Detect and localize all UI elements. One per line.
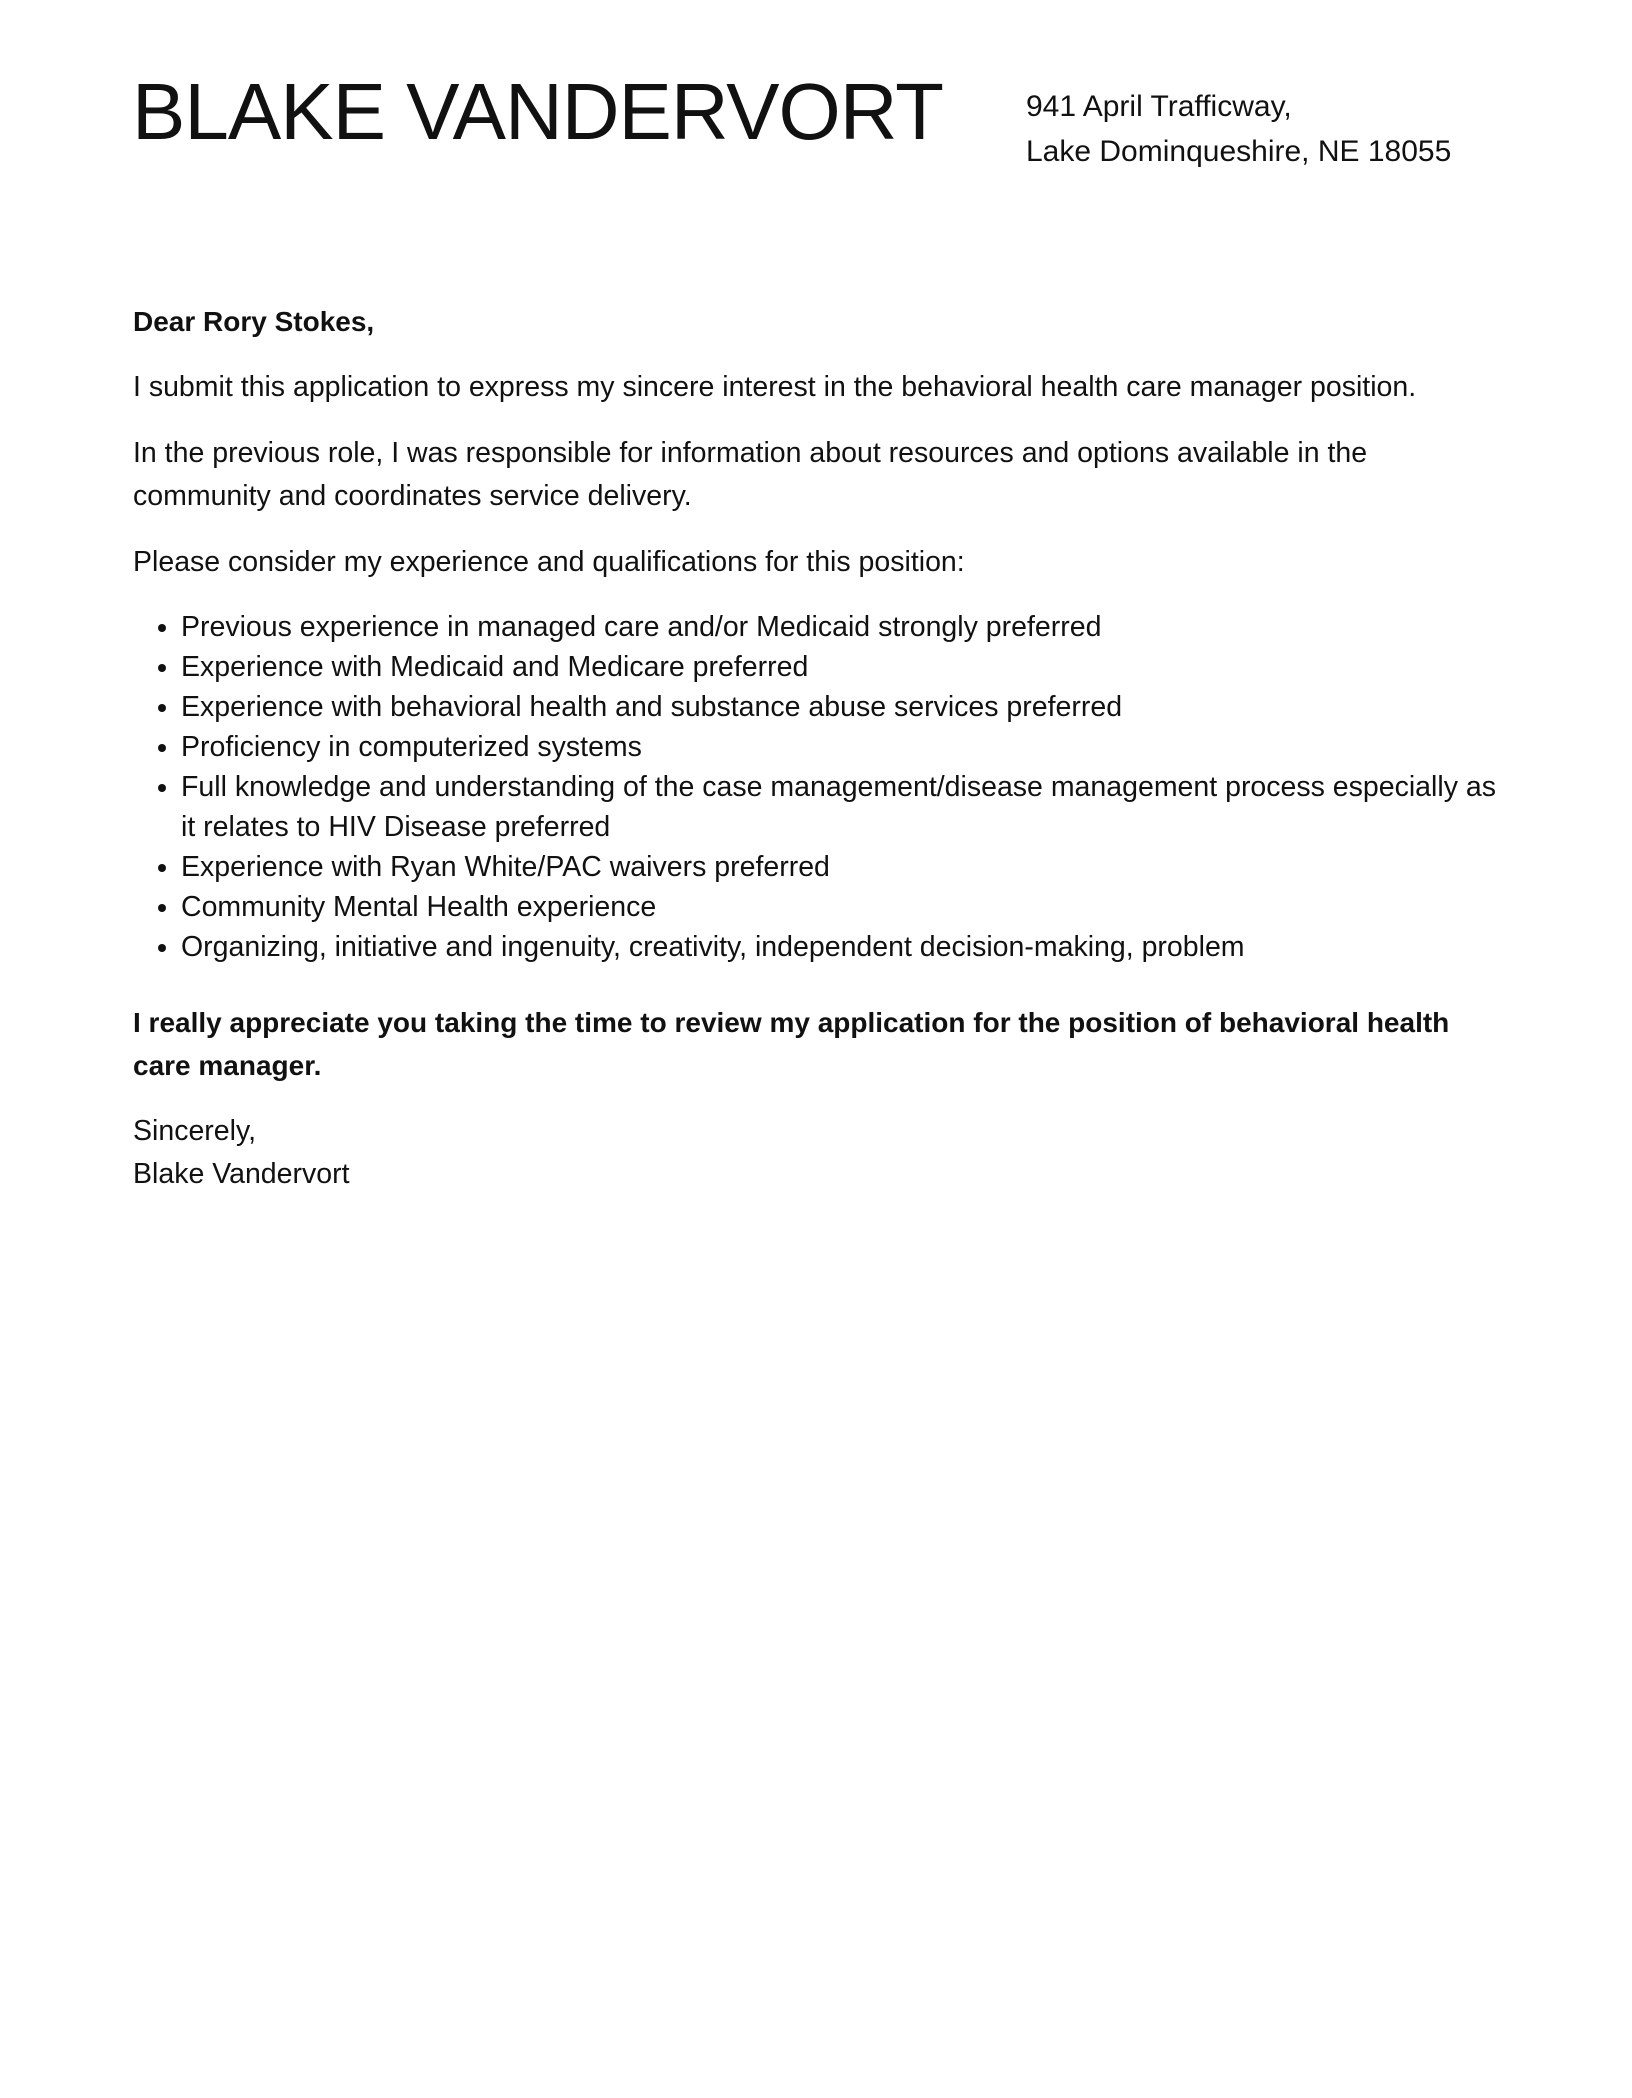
signature-block — [133, 1110, 1503, 1196]
paragraph: Please consider my experience and qualifications for this position: — [133, 546, 965, 578]
applicant-name: BLAKE VANDERVORT — [132, 67, 943, 156]
closing-paragraph: I really appreciate you taking the time to review my application for the position of behavioral health care manager. — [133, 1007, 1450, 1081]
list-item: • Previous experience in managed care and/or Medicaid strongly preferred — [181, 607, 1503, 647]
list-item: • Community Mental Health experience — [181, 887, 1503, 927]
list-item: • Experience with Ryan White/PAC waivers preferred — [181, 847, 1503, 887]
address-line-1: 941 April Trafficway, — [1026, 90, 1292, 123]
letter-body — [133, 300, 1503, 1196]
salutation: Dear Rory Stokes, — [133, 306, 375, 337]
list-item: • Experience with behavioral health and substance abuse services preferred — [181, 687, 1503, 727]
list-item: • Full knowledge and understanding of the case management/disease management process especially as it relates to HIV Disease preferred — [181, 767, 1503, 847]
address-line-2: Lake Dominqueshire, NE 18055 — [1026, 135, 1452, 168]
signoff: Sincerely, — [133, 1115, 257, 1147]
qualifications-list — [133, 607, 1503, 967]
list-item: • Organizing, initiative and ingenuity, creativity, independent decision-making, problem — [181, 927, 1503, 967]
signature: Blake Vandervort — [133, 1158, 350, 1190]
list-item: • Experience with Medicaid and Medicare preferred — [181, 647, 1503, 687]
paragraph: I submit this application to express my sincere interest in the behavioral health care manager position. — [133, 371, 1417, 403]
paragraph: In the previous role, I was responsible for information about resources and options available in the community and coordinates service delivery. — [133, 437, 1368, 512]
list-item: • Proficiency in computerized systems — [181, 727, 1503, 767]
address — [1026, 84, 1451, 174]
